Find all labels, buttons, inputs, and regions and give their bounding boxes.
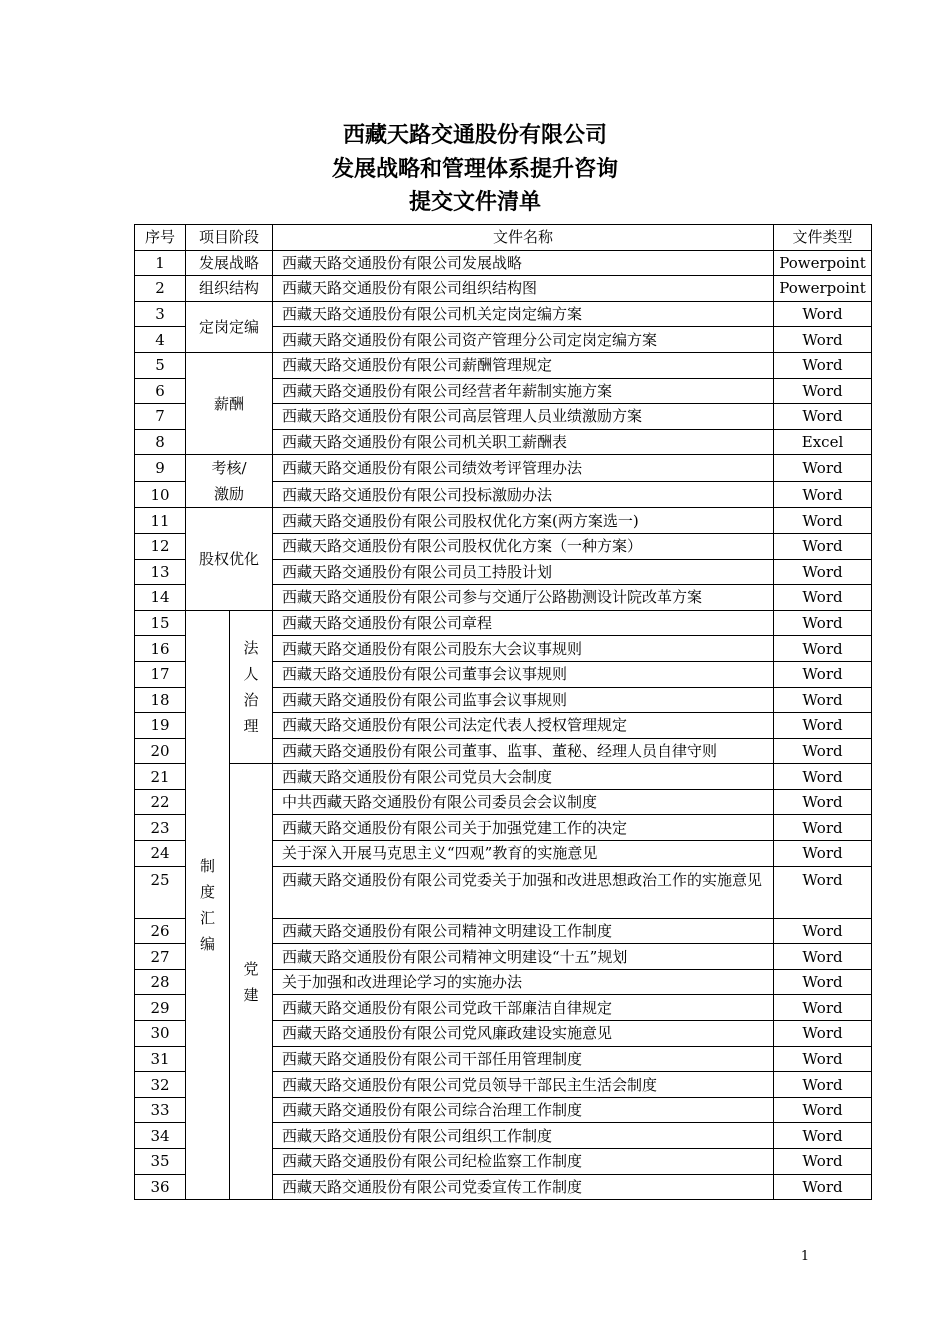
file-type: Word — [774, 508, 872, 534]
file-name: 西藏天路交通股份有限公司组织结构图 — [273, 276, 774, 302]
table-row — [135, 250, 872, 276]
row-number: 23 — [135, 815, 186, 841]
file-name: 西藏天路交通股份有限公司董事、监事、董秘、经理人员自律守则 — [273, 738, 774, 764]
file-name: 西藏天路交通股份有限公司纪检监察工作制度 — [273, 1149, 774, 1175]
row-number: 15 — [135, 610, 186, 636]
file-type: Word — [774, 455, 872, 482]
table-row — [135, 276, 872, 302]
file-name: 西藏天路交通股份有限公司党风廉政建设实施意见 — [273, 1021, 774, 1047]
file-type: Word — [774, 969, 872, 995]
file-name: 西藏天路交通股份有限公司员工持股计划 — [273, 559, 774, 585]
row-number: 6 — [135, 378, 186, 404]
file-name: 西藏天路交通股份有限公司党委宣传工作制度 — [273, 1174, 774, 1200]
file-type: Word — [774, 995, 872, 1021]
file-name: 西藏天路交通股份有限公司组织工作制度 — [273, 1123, 774, 1149]
row-number: 33 — [135, 1097, 186, 1123]
row-number: 26 — [135, 918, 186, 944]
table-row — [135, 352, 872, 378]
row-number: 1 — [135, 250, 186, 276]
row-number: 12 — [135, 533, 186, 559]
file-name: 西藏天路交通股份有限公司监事会议事规则 — [273, 687, 774, 713]
file-name: 西藏天路交通股份有限公司法定代表人授权管理规定 — [273, 713, 774, 739]
file-type: Word — [774, 1072, 872, 1098]
file-name: 西藏天路交通股份有限公司党员领导干部民主生活会制度 — [273, 1072, 774, 1098]
file-type: Word — [774, 661, 872, 687]
file-type: Word — [774, 301, 872, 327]
file-type: Word — [774, 713, 872, 739]
stage-cell-s5 — [186, 455, 273, 508]
row-number: 17 — [135, 661, 186, 687]
table-row — [135, 764, 872, 790]
file-type: Word — [774, 533, 872, 559]
document-title-line-1: 西藏天路交通股份有限公司 — [342, 123, 607, 148]
row-number: 24 — [135, 841, 186, 867]
file-name: 西藏天路交通股份有限公司参与交通厅公路勘测设计院改革方案 — [273, 585, 774, 611]
file-name: 西藏天路交通股份有限公司高层管理人员业绩激励方案 — [273, 404, 774, 430]
file-name: 西藏天路交通股份有限公司机关定岗定编方案 — [273, 301, 774, 327]
file-name: 西藏天路交通股份有限公司党委关于加强和改进思想政治工作的实施意见 — [273, 866, 774, 918]
substage-cell-s7a: 法人治理 — [230, 610, 273, 764]
file-name: 西藏天路交通股份有限公司绩效考评管理办法 — [273, 455, 774, 482]
file-type: Word — [774, 866, 872, 918]
file-name: 西藏天路交通股份有限公司发展战略 — [273, 250, 774, 276]
file-name: 西藏天路交通股份有限公司党员大会制度 — [273, 764, 774, 790]
file-list-table — [134, 224, 872, 1200]
row-number: 36 — [135, 1174, 186, 1200]
document-title-line-3: 提交文件清单 — [408, 190, 541, 215]
stage-cell-s1: 发展战略 — [186, 250, 273, 276]
file-name: 西藏天路交通股份有限公司股权优化方案(两方案选一) — [273, 508, 774, 534]
file-name: 关于深入开展马克思主义“四观”教育的实施意见 — [273, 841, 774, 867]
stage-cell-s3: 定岗定编 — [186, 301, 273, 352]
row-number: 4 — [135, 327, 186, 353]
row-number: 35 — [135, 1149, 186, 1175]
file-type: Word — [774, 378, 872, 404]
row-number: 22 — [135, 789, 186, 815]
file-type: Word — [774, 764, 872, 790]
file-name: 西藏天路交通股份有限公司董事会议事规则 — [273, 661, 774, 687]
file-name: 西藏天路交通股份有限公司资产管理分公司定岗定编方案 — [273, 327, 774, 353]
row-number: 13 — [135, 559, 186, 585]
stage-label-part: 激励 — [214, 485, 245, 504]
row-number: 34 — [135, 1123, 186, 1149]
row-number: 27 — [135, 944, 186, 970]
header-name: 文件名称 — [273, 225, 774, 251]
row-number: 32 — [135, 1072, 186, 1098]
row-number: 11 — [135, 508, 186, 534]
file-name: 西藏天路交通股份有限公司精神文明建设“十五”规划 — [273, 944, 774, 970]
stage-cell-s6: 股权优化 — [186, 508, 273, 610]
row-number: 31 — [135, 1046, 186, 1072]
header-type: 文件类型 — [774, 225, 872, 251]
table-row — [135, 301, 872, 327]
row-number: 30 — [135, 1021, 186, 1047]
file-type: Word — [774, 1097, 872, 1123]
file-name: 西藏天路交通股份有限公司关于加强党建工作的决定 — [273, 815, 774, 841]
stage-cell-s7: 制度汇编 — [186, 610, 230, 1199]
header-stage: 项目阶段 — [186, 225, 273, 251]
row-number: 20 — [135, 738, 186, 764]
file-type: Word — [774, 815, 872, 841]
row-number: 19 — [135, 713, 186, 739]
file-name: 西藏天路交通股份有限公司薪酬管理规定 — [273, 352, 774, 378]
header-no: 序号 — [135, 225, 186, 251]
page-number: 1 — [800, 1249, 810, 1264]
file-name: 西藏天路交通股份有限公司精神文明建设工作制度 — [273, 918, 774, 944]
file-type: Word — [774, 1174, 872, 1200]
stage-label-part: 考核/ — [211, 459, 247, 478]
row-number: 8 — [135, 429, 186, 455]
file-type: Powerpoint — [774, 276, 872, 302]
file-type: Powerpoint — [774, 250, 872, 276]
row-number: 14 — [135, 585, 186, 611]
stage-cell-s2: 组织结构 — [186, 276, 273, 302]
row-number: 3 — [135, 301, 186, 327]
file-type: Word — [774, 636, 872, 662]
file-name: 西藏天路交通股份有限公司投标激励办法 — [273, 481, 774, 508]
table-row — [135, 455, 872, 482]
file-type: Word — [774, 918, 872, 944]
stage-cell-s4: 薪酬 — [186, 352, 273, 454]
file-name: 西藏天路交通股份有限公司股权优化方案（一种方案） — [273, 533, 774, 559]
file-name: 西藏天路交通股份有限公司章程 — [273, 610, 774, 636]
file-name: 中共西藏天路交通股份有限公司委员会会议制度 — [273, 789, 774, 815]
file-type: Word — [774, 404, 872, 430]
file-type: Word — [774, 687, 872, 713]
table-row — [135, 508, 872, 534]
file-type: Word — [774, 1046, 872, 1072]
row-number: 10 — [135, 481, 186, 508]
file-type: Word — [774, 585, 872, 611]
file-name: 西藏天路交通股份有限公司股东大会议事规则 — [273, 636, 774, 662]
row-number: 7 — [135, 404, 186, 430]
file-type: Word — [774, 738, 872, 764]
file-name: 西藏天路交通股份有限公司干部任用管理制度 — [273, 1046, 774, 1072]
file-type: Word — [774, 559, 872, 585]
substage-cell-s7b: 党建 — [230, 764, 273, 1200]
row-number: 21 — [135, 764, 186, 790]
row-number: 28 — [135, 969, 186, 995]
table-row — [135, 610, 872, 636]
file-type: Word — [774, 1123, 872, 1149]
row-number: 5 — [135, 352, 186, 378]
file-type: Word — [774, 1021, 872, 1047]
file-name: 关于加强和改进理论学习的实施办法 — [273, 969, 774, 995]
file-type: Word — [774, 944, 872, 970]
file-name: 西藏天路交通股份有限公司综合治理工作制度 — [273, 1097, 774, 1123]
file-type: Word — [774, 610, 872, 636]
row-number: 25 — [135, 866, 186, 918]
document-title-line-2: 发展战略和管理体系提升咨询 — [331, 157, 618, 182]
file-type: Word — [774, 481, 872, 508]
row-number: 18 — [135, 687, 186, 713]
file-type: Word — [774, 841, 872, 867]
row-number: 9 — [135, 455, 186, 482]
file-name: 西藏天路交通股份有限公司经营者年薪制实施方案 — [273, 378, 774, 404]
row-number: 16 — [135, 636, 186, 662]
table-header-row — [135, 225, 872, 251]
file-type: Word — [774, 327, 872, 353]
file-type: Excel — [774, 429, 872, 455]
file-type: Word — [774, 1149, 872, 1175]
row-number: 29 — [135, 995, 186, 1021]
row-number: 2 — [135, 276, 186, 302]
file-type: Word — [774, 789, 872, 815]
file-type: Word — [774, 352, 872, 378]
file-name: 西藏天路交通股份有限公司党政干部廉洁自律规定 — [273, 995, 774, 1021]
file-name: 西藏天路交通股份有限公司机关职工薪酬表 — [273, 429, 774, 455]
